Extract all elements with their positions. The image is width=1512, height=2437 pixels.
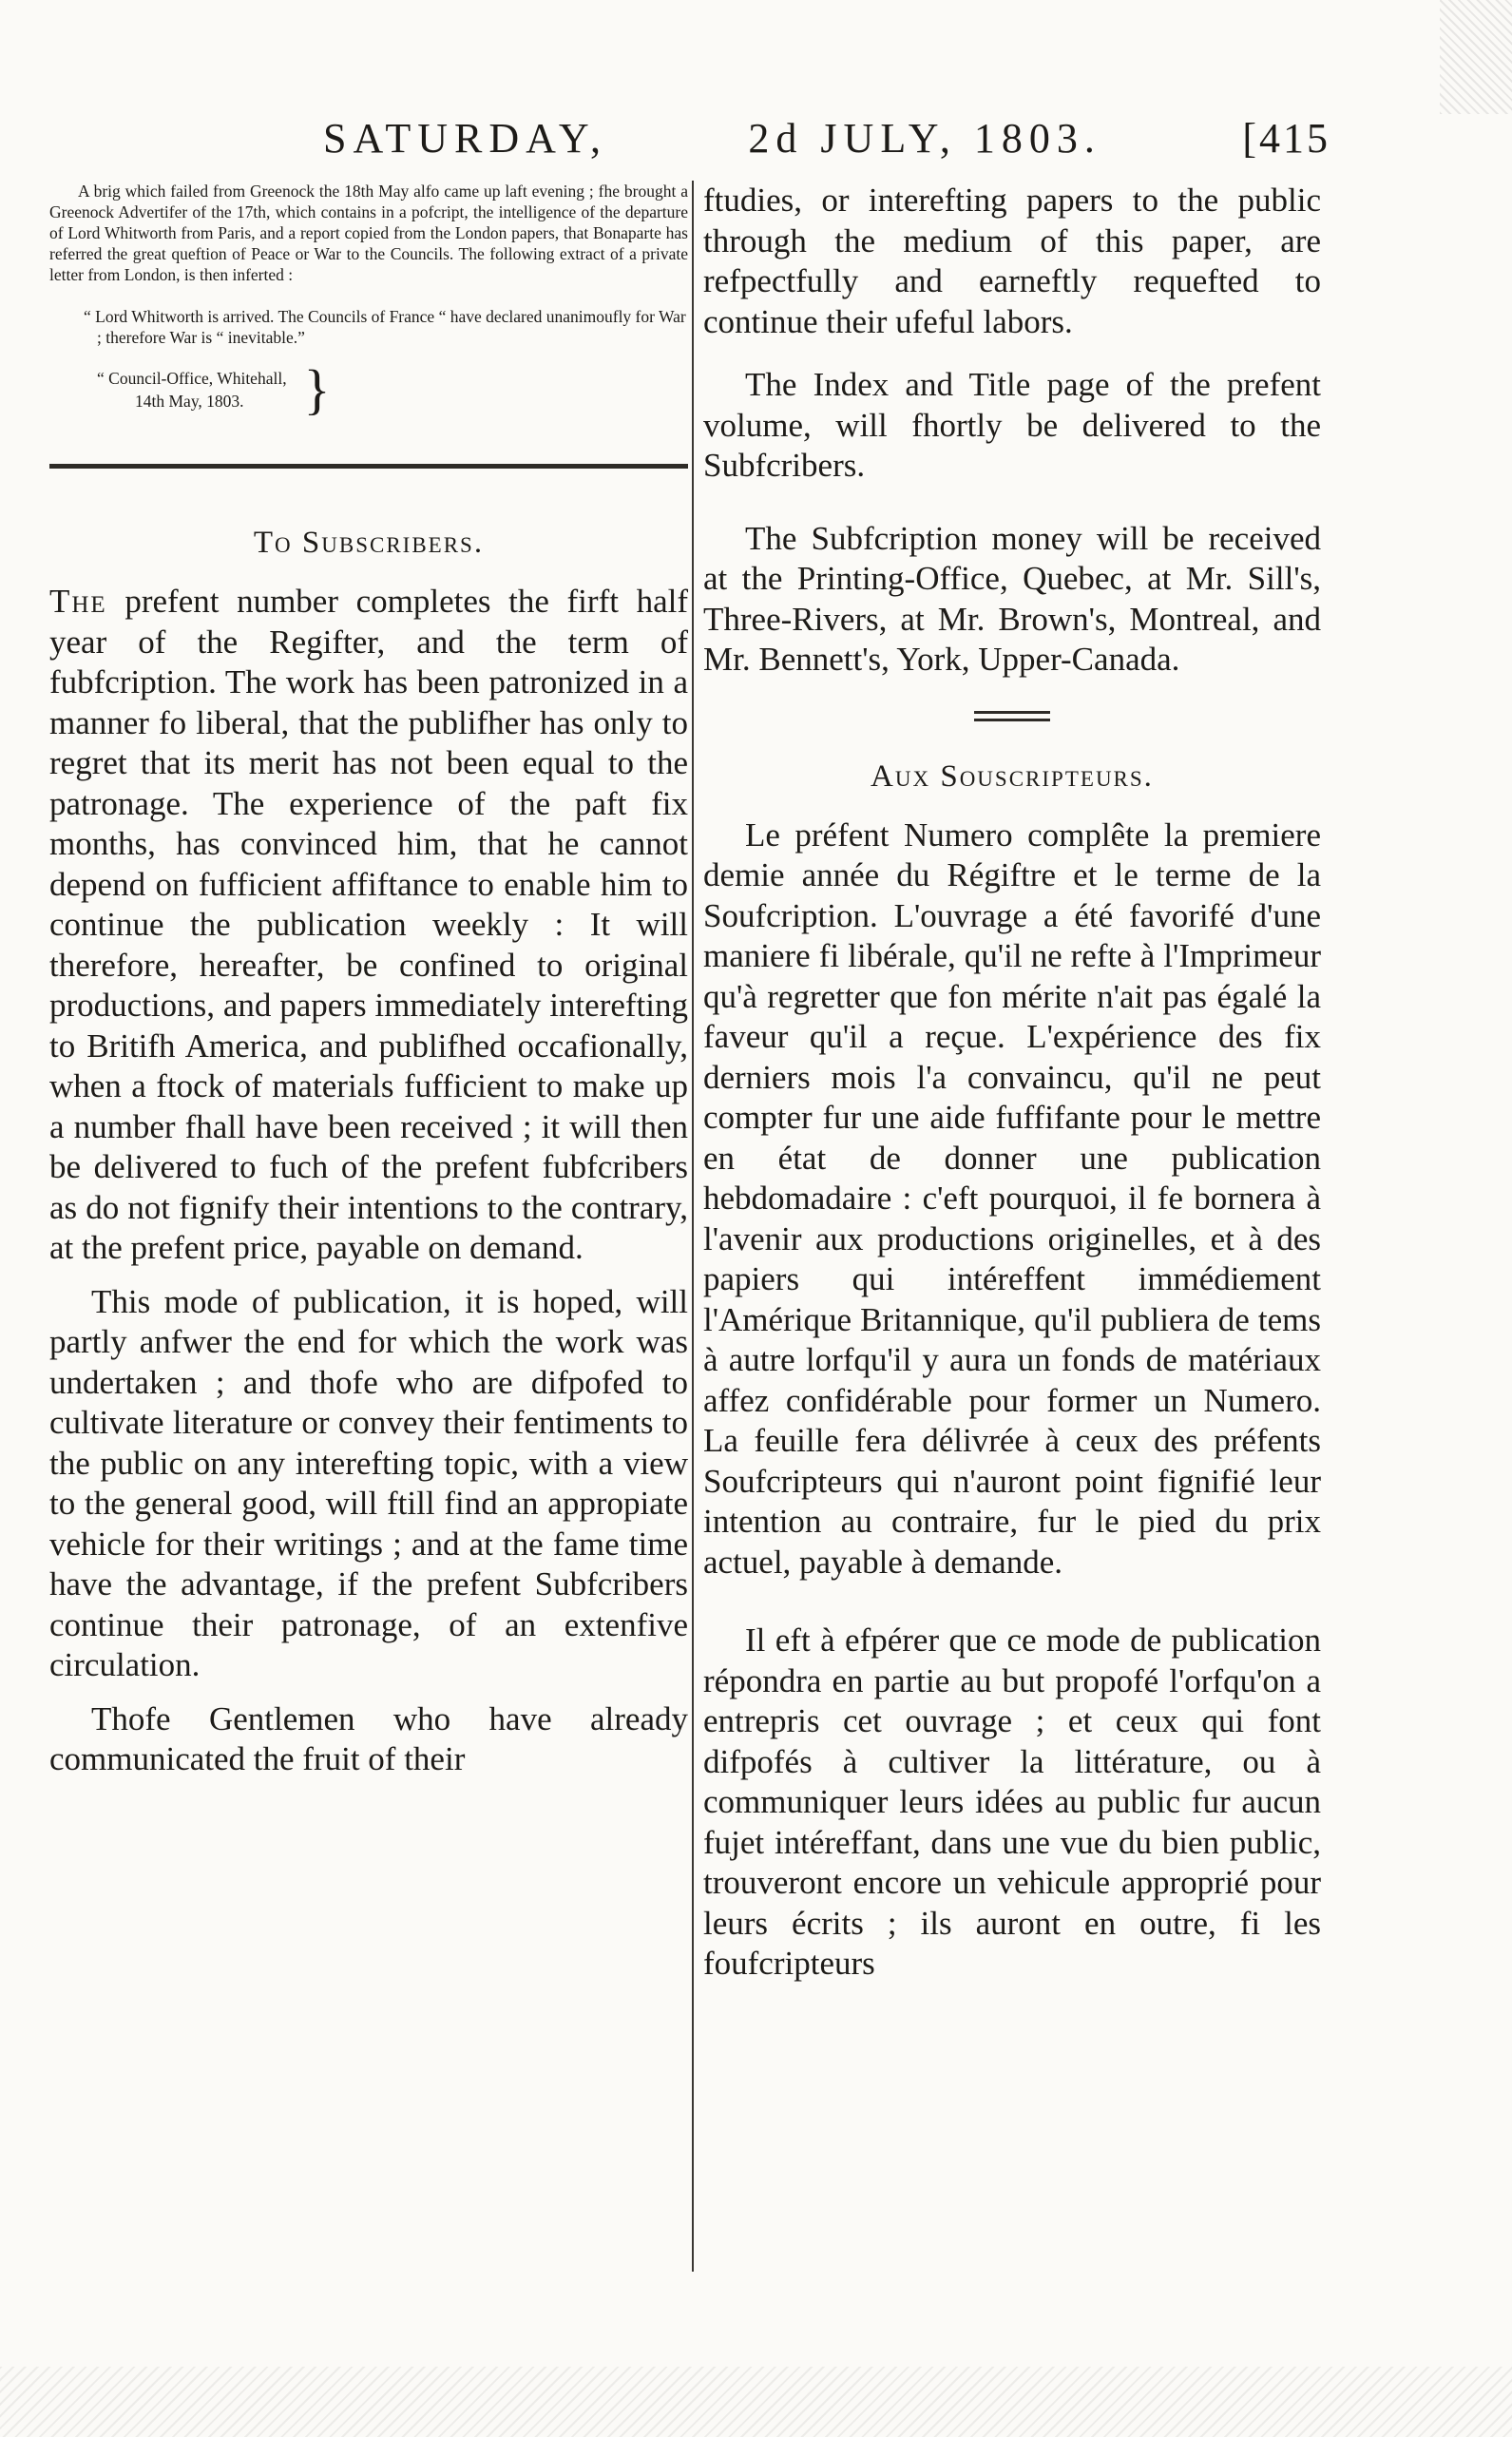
section-title-english: To Subscribers.	[253, 526, 485, 560]
paragraph-opening-word: The	[49, 583, 107, 620]
left-column	[49, 181, 688, 1780]
subscription-money-notice: The Subfcription money will be received at the Printing-Office, Quebec, at Mr. Sill's, Three-Rivers, at Mr. Brown's, Montreal, and Mr. Bennett's, York, Upper-Canada.	[703, 519, 1321, 678]
signature-line-2: 14th May, 1803.	[135, 392, 244, 411]
right-column	[703, 181, 1321, 1985]
header-day: SATURDAY,	[323, 115, 607, 162]
double-rule	[974, 711, 1050, 721]
paragraph-1-text: prefent number completes the firft half year of the Regifter, and the term of fubfcription. The work has been patronized in a manner fo liberal, that the publifher has only to regret that its merit has not been equal to the patronage. The experience of the paft fix months, has convinced him, that he cannot depend on fufficient affiftance to enable him to continue the publication weekly : It will therefore, hereafter, be confined to original productions, and papers immediately interefting to Britifh America, and publifhed occafionally, when a ftock of materials fufficient to make up a number fhall have been received ; it will then be delivered to fuch of the prefent fubfcribers as do not fignify their intentions to the contrary, at the prefent price, payable on demand.	[49, 583, 688, 1266]
section-title-french: Aux Souscripteurs.	[871, 758, 1154, 794]
scan-noise-bottom	[0, 2367, 1512, 2437]
subscribers-paragraph-2: This mode of publication, it is hoped, will partly anfwer the end for which the work was undertaken ; and thofe who are difpofed to cultivate literature or convey their fentiments to the public on any interefting topic, with a view to the general good, will ftill find an appropiate vehicle for their writings ; and at the fame time have the advantage, if the prefent Subfcribers continue their patronage, of an extenfive circulation.	[49, 1282, 688, 1683]
french-paragraph-1: Le préfent Numero complête la premiere demie année du Régiftre et le terme de la Soufcription. L'ouvrage a été favorifé d'une maniere fi libérale, qu'il ne refte à l'Imprimeur qu'à regretter que fon mérite n'ait pas égalé la faveur qu'il a reçue. L'expérience des fix derniers mois l'a convaincu, qu'il ne peut compter fur une aide fuffifante pour le mettre en état de donner une publication hebdomadaire : c'eft pourquoi, il fe bornera à l'avenir aux productions originelles, et à des papiers qui intéreffent immédiement l'Amérique Britannique, qu'il publiera de tems à autre lorfqu'il y aura un fonds de matériaux affez confidérable pour former un Numero. La feuille fera délivrée à ceux des préfents Soufcripteurs qui n'auront point fignifié leur intention au contraire, fur le pied du prix actuel, payable à demande.	[703, 816, 1321, 1581]
scan-noise-top	[1440, 0, 1512, 114]
signature-line-1: “ Council-Office, Whitehall,	[97, 369, 287, 388]
column-divider	[692, 181, 694, 2272]
signature-block	[49, 358, 688, 420]
french-paragraph-2: Il eft à efpérer que ce mode de publication répondra en partie au but propofé l'orfqu'on a entrepris cet ouvrage ; et ceux qui font difpofés à cultiver la littérature, ou à communiquer leurs idées au public fur aucun fujet intéreffant, dans une vue du bien public, trouveront encore un vehicule approprié pour leurs écrits ; ils auront en outre, fi les foufcripteurs	[703, 1621, 1321, 1982]
news-quote: “ Lord Whitworth is arrived. The Councils of France “ have declared unanimoufly for War ; therefore War is “ inevitable.”	[84, 307, 686, 347]
brace-glyph: }	[303, 358, 331, 420]
index-notice: The Index and Title page of the prefent volume, will fhortly be delivered to the Subfcribers.	[703, 366, 1321, 484]
subscribers-paragraph-1	[49, 582, 688, 1269]
subscribers-paragraph-3: Thofe Gentlemen who have already communicated the fruit of their	[49, 1699, 688, 1777]
header-date: 2d JULY, 1803.	[748, 115, 1101, 162]
section-rule	[49, 464, 688, 469]
continued-paragraph: ftudies, or interefting papers to the public through the medium of this paper, are refpectfully and earneftly requefted to continue their ufeful labors.	[703, 182, 1321, 340]
news-paragraph: A brig which failed from Greenock the 18th May alfo came up laft evening ; fhe brought a Greenock Advertifer of the 17th, which contains in a pofcript, the intelligence of the departure of Lord Whitworth from Paris, and a report copied from the London papers, that Bonaparte has referred the great queftion of Peace or War to the Councils. The following extract of a private letter from London, is then inferted :	[49, 182, 688, 284]
page-header	[323, 114, 1330, 171]
page-number: [415	[1242, 115, 1330, 162]
